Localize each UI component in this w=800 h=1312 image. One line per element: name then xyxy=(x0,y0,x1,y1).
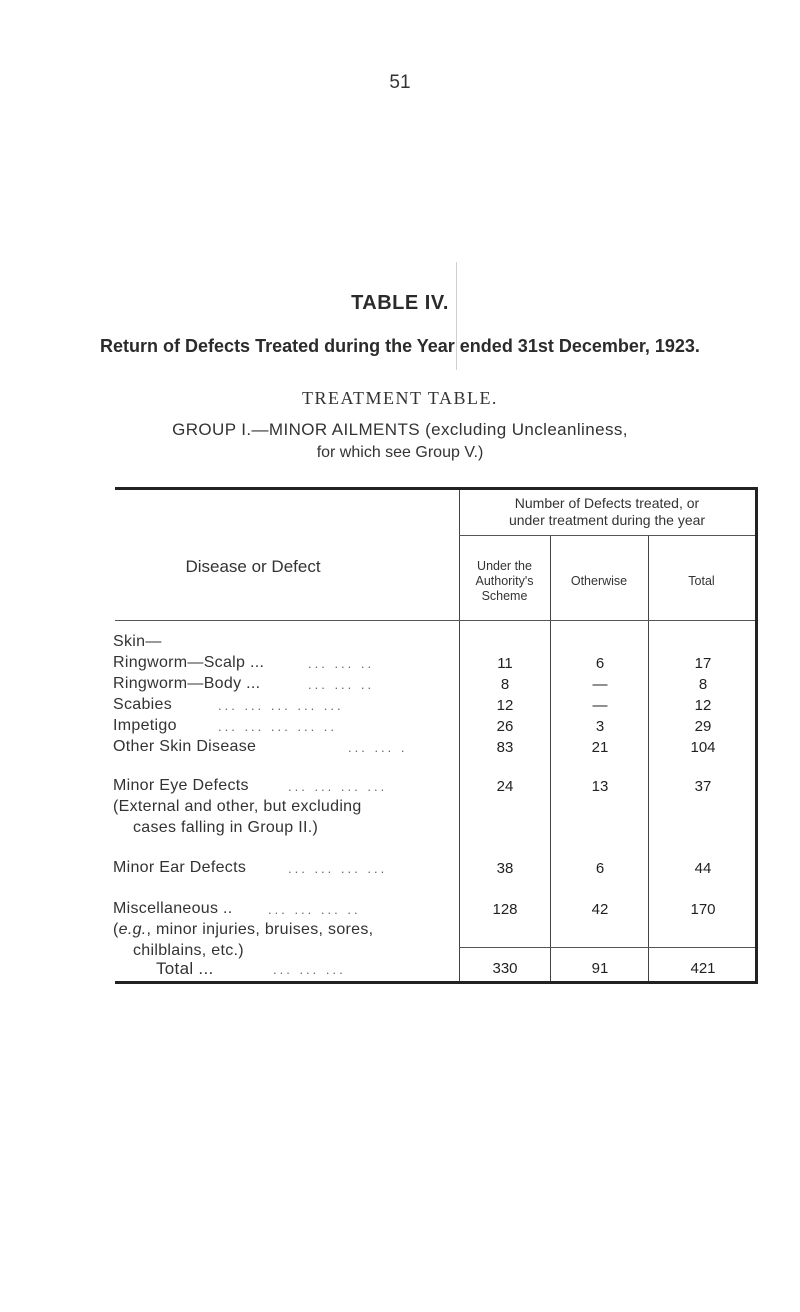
row-note: (e.g., minor injuries, bruises, sores, xyxy=(113,921,374,938)
cell-scheme: 11 xyxy=(497,655,513,672)
otherwise-header: Otherwise xyxy=(570,574,628,588)
header-divider xyxy=(459,535,755,536)
cell-scheme: 26 xyxy=(496,718,514,735)
cell-total: 17 xyxy=(694,655,712,672)
row-note: (External and other, but excluding xyxy=(113,798,362,815)
cell-scheme: 38 xyxy=(496,860,514,877)
total-rule xyxy=(459,947,755,948)
cell-total: 29 xyxy=(694,718,712,735)
cell-total: 8 xyxy=(698,676,708,693)
row-label: Minor Ear Defects xyxy=(113,859,247,876)
cell-otherwise: — xyxy=(592,676,608,693)
scheme-header-line-3: Scheme xyxy=(481,589,528,603)
leader-dots: ... ... .. xyxy=(308,677,375,692)
cell-otherwise: 13 xyxy=(591,778,609,795)
leader-dots: ... ... ... .. xyxy=(268,902,361,917)
cell-otherwise: 6 xyxy=(595,860,605,877)
cell-otherwise: 42 xyxy=(591,901,609,918)
number-header-line-2: under treatment during the year xyxy=(508,512,706,528)
table-right-rule xyxy=(755,487,758,984)
group-heading-line-1: GROUP I.—MINOR AILMENTS (excluding Uncleanliness, xyxy=(172,420,628,439)
disease-column-header: Disease or Defect xyxy=(185,557,321,576)
scheme-header-line-1: Under the xyxy=(477,559,532,573)
cell-otherwise: 21 xyxy=(591,739,609,756)
row-note: cases falling in Group II.) xyxy=(133,819,319,836)
leader-dots: ... ... ... xyxy=(273,962,346,977)
skin-heading: Skin— xyxy=(113,633,162,650)
table-top-rule xyxy=(115,487,757,490)
column-divider xyxy=(648,535,649,981)
leader-dots: ... ... ... ... xyxy=(288,779,388,794)
row-label: Scabies xyxy=(113,696,173,713)
number-header-line-1: Number of Defects treated, or xyxy=(514,495,700,511)
total-scheme: 330 xyxy=(492,960,518,977)
eg-abbreviation: e.g. xyxy=(118,921,147,938)
header-bottom-rule xyxy=(115,620,755,621)
scheme-header-line-2: Authority's xyxy=(475,574,534,588)
table-title: TABLE IV. xyxy=(351,292,449,314)
cell-scheme: 8 xyxy=(500,676,510,693)
row-label: Ringworm—Scalp ... xyxy=(113,654,265,671)
cell-total: 170 xyxy=(690,901,716,918)
row-label: Minor Eye Defects xyxy=(113,777,249,794)
return-title: Return of Defects Treated during the Year ended 31st December, 1923. xyxy=(100,336,700,356)
column-divider xyxy=(550,535,551,981)
treatment-table xyxy=(113,487,758,984)
total-otherwise: 91 xyxy=(591,960,609,977)
page-number: 51 xyxy=(389,72,411,93)
row-note: chilblains, etc.) xyxy=(133,942,244,959)
cell-scheme: 83 xyxy=(496,739,514,756)
cell-total: 12 xyxy=(694,697,712,714)
leader-dots: ... ... ... ... ... xyxy=(218,698,344,713)
treatment-table-title: TREATMENT TABLE. xyxy=(302,388,498,408)
cell-total: 44 xyxy=(694,860,712,877)
row-label: Ringworm—Body ... xyxy=(113,675,261,692)
total-total: 421 xyxy=(690,960,716,977)
row-label: Other Skin Disease xyxy=(113,738,257,755)
total-row-label: Total ... xyxy=(156,959,214,978)
row-label: Miscellaneous .. xyxy=(113,900,233,917)
cell-otherwise: 3 xyxy=(595,718,605,735)
leader-dots: ... ... . xyxy=(348,740,408,755)
cell-total: 37 xyxy=(694,778,712,795)
total-header: Total xyxy=(688,574,715,588)
cell-otherwise: — xyxy=(592,697,608,714)
row-label: Impetigo xyxy=(113,717,177,734)
cell-total: 104 xyxy=(690,739,716,756)
leader-dots: ... ... .. xyxy=(308,656,375,671)
cell-otherwise: 6 xyxy=(595,655,605,672)
group-heading-line-2: for which see Group V.) xyxy=(316,444,484,461)
leader-dots: ... ... ... ... xyxy=(288,861,388,876)
leader-dots: ... ... ... ... .. xyxy=(218,719,338,734)
table-bottom-rule xyxy=(115,981,757,984)
cell-scheme: 128 xyxy=(492,901,518,918)
cell-scheme: 12 xyxy=(496,697,514,714)
cell-scheme: 24 xyxy=(496,778,514,795)
